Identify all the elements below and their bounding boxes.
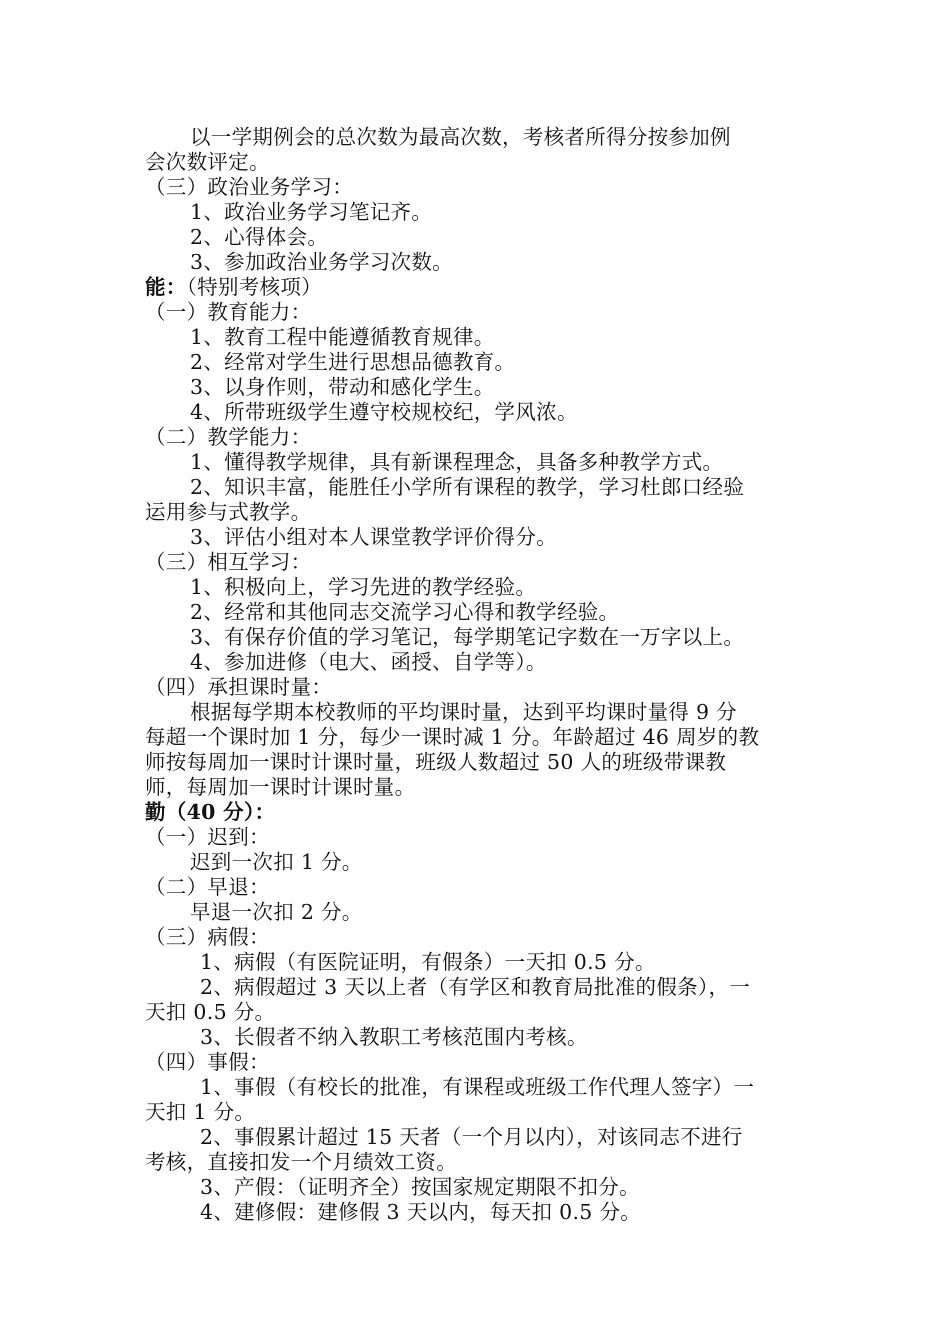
list-item: 3、产假：（证明齐全）按国家规定期限不扣分。 — [200, 1175, 640, 1199]
list-item: 1、病假（有医院证明，有假条）一天扣 0.5 分。 — [200, 950, 656, 974]
category-heading-qin: 勤（40 分）： — [145, 800, 276, 824]
text-line: 每超一个课时加 1 分，每少一课时减 1 分。年龄超过 46 周岁的教 — [145, 725, 760, 749]
list-item: 1、事假（有校长的批准，有课程或班级工作代理人签字）一 — [200, 1075, 755, 1099]
list-item: 1、积极向上，学习先进的教学经验。 — [190, 575, 537, 599]
text-line: 天扣 1 分。 — [145, 1100, 256, 1124]
list-item: 4、参加进修（电大、函授、自学等）。 — [190, 650, 547, 674]
section-heading: （四）承担课时量： — [145, 675, 333, 699]
text-line: 天扣 0.5 分。 — [145, 1000, 276, 1024]
list-item: 1、政治业务学习笔记齐。 — [190, 200, 433, 224]
text-line: 会次数评定。 — [145, 150, 270, 174]
list-item: 4、所带班级学生遵守校规校纪，学风浓。 — [190, 400, 578, 424]
list-item: 2、经常和其他同志交流学习心得和教学经验。 — [190, 600, 620, 624]
list-item: 2、知识丰富，能胜任小学所有课程的教学，学习杜郎口经验 — [190, 475, 745, 499]
list-item: 1、懂得教学规律，具有新课程理念，具备多种教学方式。 — [190, 450, 724, 474]
list-item: 2、心得体会。 — [190, 225, 329, 249]
list-item: 2、事假累计超过 15 天者（一个月以内），对该同志不进行 — [200, 1125, 743, 1149]
section-heading: （一）迟到： — [145, 825, 270, 849]
text-line: 师按每周加一课时计课时量，班级人数超过 50 人的班级带课教 — [145, 750, 727, 774]
section-heading: （三）相互学习： — [145, 550, 312, 574]
text-line: 迟到一次扣 1 分。 — [190, 850, 363, 874]
category-note: （特别考核项） — [186, 275, 322, 299]
text-line: 早退一次扣 2 分。 — [190, 900, 363, 924]
list-item: 3、长假者不纳入教职工考核范围内考核。 — [200, 1025, 588, 1049]
section-heading: （二）早退： — [145, 875, 270, 899]
text-line: 师，每周加一课时计课时量。 — [145, 775, 416, 799]
text-line: 运用参与式教学。 — [145, 500, 312, 524]
text-line: 考核，直接扣发一个月绩效工资。 — [145, 1150, 457, 1174]
category-label: 能： — [145, 275, 187, 299]
list-item: 4、建修假：建修假 3 天以内，每天扣 0.5 分。 — [200, 1200, 642, 1224]
text-line: 以一学期例会的总次数为最高次数，考核者所得分按参加例 — [190, 125, 731, 149]
text-line: 根据每学期本校教师的平均课时量，达到平均课时量得 9 分 — [190, 700, 737, 724]
list-item: 3、评估小组对本人课堂教学评价得分。 — [190, 525, 557, 549]
list-item: 2、经常对学生进行思想品德教育。 — [190, 350, 516, 374]
list-item: 3、有保存价值的学习笔记，每学期笔记字数在一万字以上。 — [190, 625, 745, 649]
list-item: 3、参加政治业务学习次数。 — [190, 250, 453, 274]
section-heading: （三）政治业务学习： — [145, 175, 353, 199]
list-item: 2、病假超过 3 天以上者（有学区和教育局批准的假条），一 — [200, 975, 751, 999]
section-heading: （二）教学能力： — [145, 425, 312, 449]
list-item: 1、教育工程中能遵循教育规律。 — [190, 325, 495, 349]
section-heading: （一）教育能力： — [145, 300, 312, 324]
section-heading: （四）事假： — [145, 1050, 270, 1074]
category-heading-neng — [145, 275, 322, 300]
list-item: 3、以身作则，带动和感化学生。 — [190, 375, 495, 399]
section-heading: （三）病假： — [145, 925, 270, 949]
